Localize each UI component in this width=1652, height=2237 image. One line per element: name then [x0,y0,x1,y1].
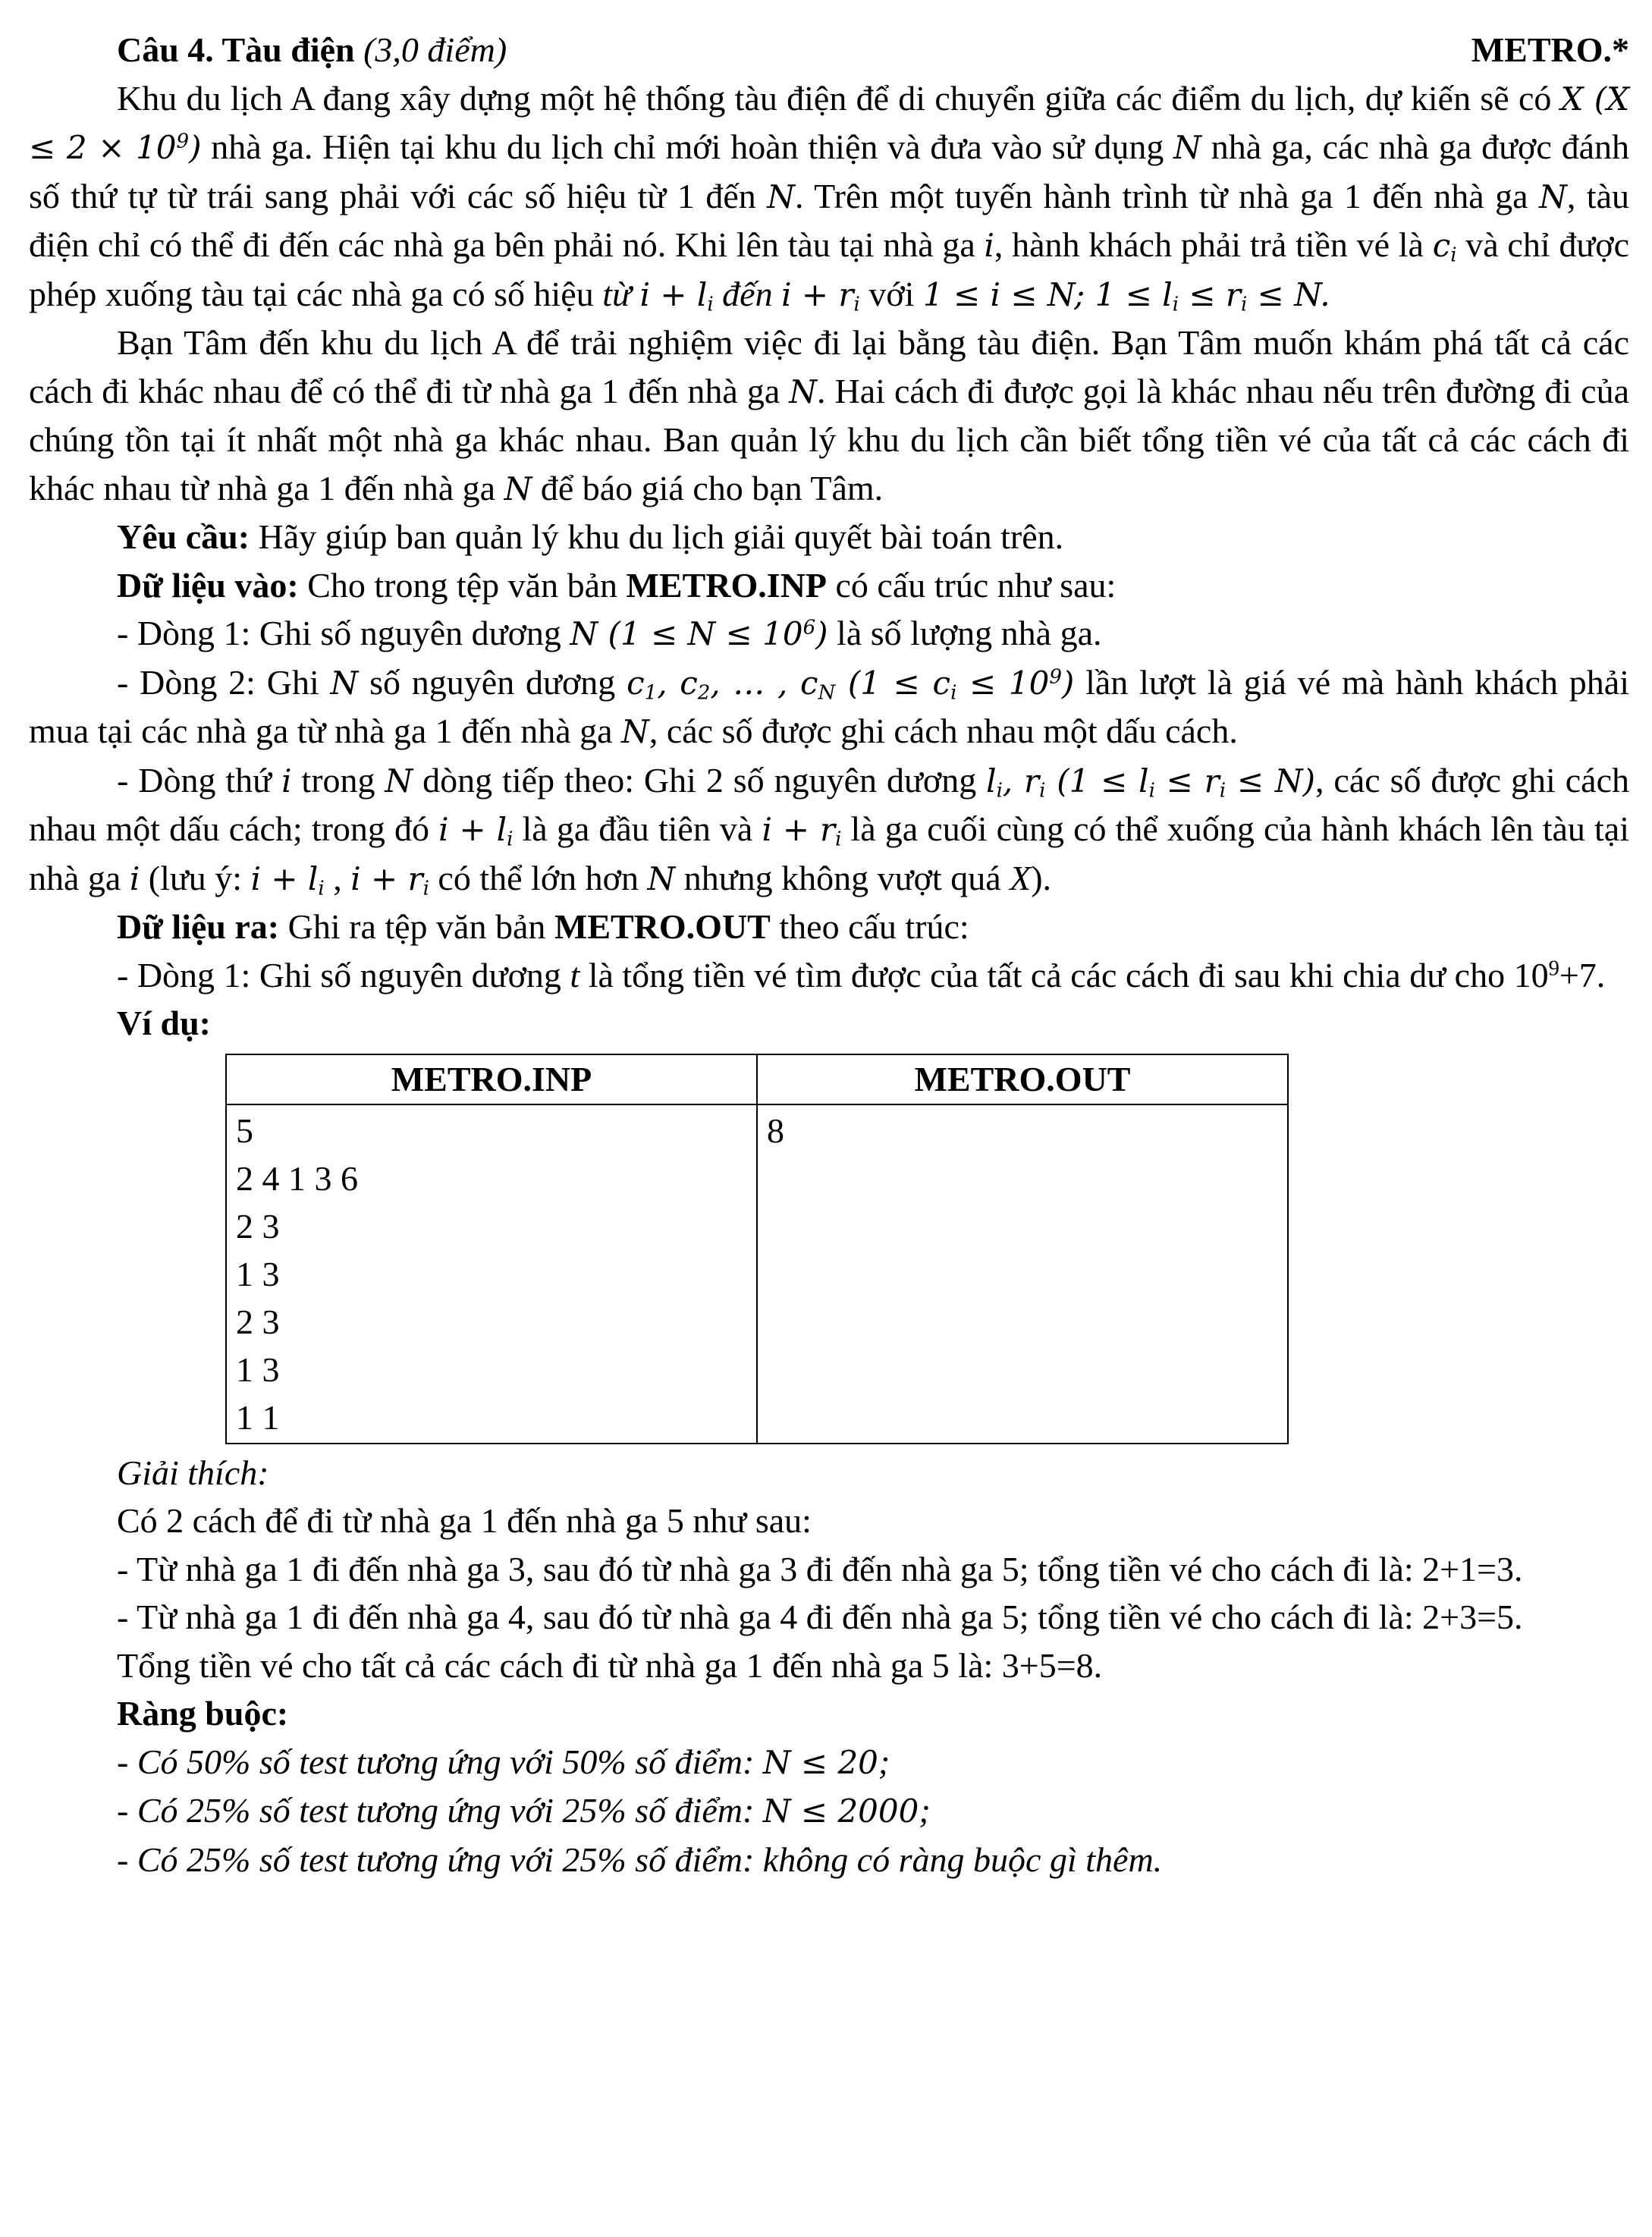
constraint-2: - Có 25% số test tương ứng với 25% số điểm: N ≤ 2000; [117,1791,931,1830]
input-label: Dữ liệu vào: [117,565,299,605]
example-output-cell [757,1104,1288,1444]
problem-header [29,26,1629,74]
example-table [225,1054,1289,1444]
explanation-intro: Có 2 cách để đi từ nhà ga 1 đến nhà ga 5 như sau: [117,1501,812,1540]
input-line-i-desc: - Dòng thứ i trong N dòng tiếp theo: Ghi 2 số nguyên dương $l_i$, $r_i$ $(1 \le l_i \le r_i \le N)$, các số được ghi cách nhau một dấu cách; trong đó $i + l_i$ là ga đầu tiên và $i + r_i$ là ga cuối cùng có thể xuống của hành khách lên tàu tại nhà ga i (lưu ý: $i + l_i$ , $i + r_i$ có thể lớn hơn N nhưng không vượt quá X). [29,760,1629,900]
output-section-heading: Dữ liệu ra: Ghi ra tệp văn bản METRO.OUT theo cấu trúc: [117,907,969,946]
example-input-cell [226,1104,757,1444]
output-label: Dữ liệu ra: [117,907,280,946]
intro-paragraph-2: Bạn Tâm đến khu du lịch A để trải nghiệm việc đi lại bằng tàu điện. Bạn Tâm muốn khám phá tất cả các cách đi khác nhau để có thể đi từ nhà ga 1 đến nhà ga N. Hai cách đi được gọi là khác nhau nếu trên đường đi của chúng tồn tại ít nhất một nhà ga khác nhau. Ban quản lý khu du lịch cần biết tổng tiền vé của tất cả các cách đi khác nhau từ nhà ga 1 đến nhà ga N để báo giá cho bạn Tâm. [29,323,1630,507]
example-input-line: 5 [236,1111,253,1150]
output-filename: METRO.OUT [554,907,771,946]
problem-title: Câu 4. Tàu điện [117,30,355,69]
problem-title-wrap [29,26,507,74]
problem-document [29,26,1629,1884]
constraint-1: - Có 50% số test tương ứng với 50% số điểm: N ≤ 20; [117,1742,890,1781]
explanation-total: Tổng tiền vé cho tất cả các cách đi từ nhà ga 1 đến nhà ga 5 là: 3+5=8. [117,1645,1103,1685]
example-input-line: 2 4 1 3 6 [236,1158,358,1198]
input-line-2-desc: - Dòng 2: Ghi N số nguyên dương $c_1$, $c_2$, … , $c_N$ $(1 \le c_i \le 10^9)$ lần lượt là giá vé mà hành khách phải mua tại các nhà ga từ nhà ga 1 đến nhà ga N, các số được ghi cách nhau một dấu cách. [29,662,1630,750]
example-input-line: 1 3 [236,1254,280,1293]
example-input-line: 1 1 [236,1397,280,1437]
intro-paragraph-1: Khu du lịch A đang xây dựng một hệ thống tàu điện để di chuyển giữa các điểm du lịch, dự kiến sẽ có X $(X \le 2 \times 10^9)$ nhà ga. Hiện tại khu du lịch chỉ mới hoàn thiện và đưa vào sử dụng N nhà ga, các nhà ga được đánh số thứ tự từ trái sang phải với các số hiệu từ 1 đến N. Trên một tuyến hành trình từ nhà ga 1 đến nhà ga N, tàu điện chỉ có thể đi đến các nhà ga bên phải nó. Khi lên tàu tại nhà ga i, hành khách phải trả tiền vé là $c_i$ và chỉ được phép xuống tàu tại các nhà ga có số hiệu từ $i + l_i$ đến $i + r_i$ với 1 ≤ i ≤ N; $1 \le l_i \le r_i \le N$. [29,78,1629,316]
example-input-line: 2 3 [236,1302,280,1341]
example-output-header: METRO.OUT [757,1054,1288,1104]
example-output-line: 8 [767,1111,784,1150]
input-line-1-desc: - Dòng 1: Ghi số nguyên dương N $(1 \le N \le 10^6)$ là số lượng nhà ga. [117,614,1102,652]
problem-code: METRO.* [1471,30,1629,69]
example-input-line: 1 3 [236,1349,280,1389]
example-label: Ví dụ: [117,1004,211,1042]
explanation-way-2: - Từ nhà ga 1 đi đến nhà ga 4, sau đó từ nhà ga 4 đi đến nhà ga 5; tổng tiền vé cho cách đi là: 2+3=5. [117,1598,1523,1636]
input-filename: METRO.INP [626,565,828,605]
constraints-label: Ràng buộc: [117,1694,289,1733]
example-input-line: 2 3 [236,1206,280,1246]
requirement-label: Yêu cầu: [117,517,250,556]
output-line-1-desc: - Dòng 1: Ghi số nguyên dương t là tổng tiền vé tìm được của tất cả các cách đi sau khi chia dư cho $10^9+7$. [117,955,1606,994]
constraint-3: - Có 25% số test tương ứng với 25% số điểm: không có ràng buộc gì thêm. [117,1840,1163,1879]
input-section-heading: Dữ liệu vào: Cho trong tệp văn bản METRO.INP có cấu trúc như sau: [117,565,1117,605]
explanation-way-1: - Từ nhà ga 1 đi đến nhà ga 3, sau đó từ nhà ga 3 đi đến nhà ga 5; tổng tiền vé cho cách đi là: 2+1=3. [117,1549,1523,1588]
requirement-section: Yêu cầu: Hãy giúp ban quản lý khu du lịch giải quyết bài toán trên. [117,517,1064,556]
problem-points: (3,0 điểm) [363,30,507,69]
example-input-header: METRO.INP [226,1054,757,1104]
explanation-label: Giải thích: [117,1453,269,1492]
